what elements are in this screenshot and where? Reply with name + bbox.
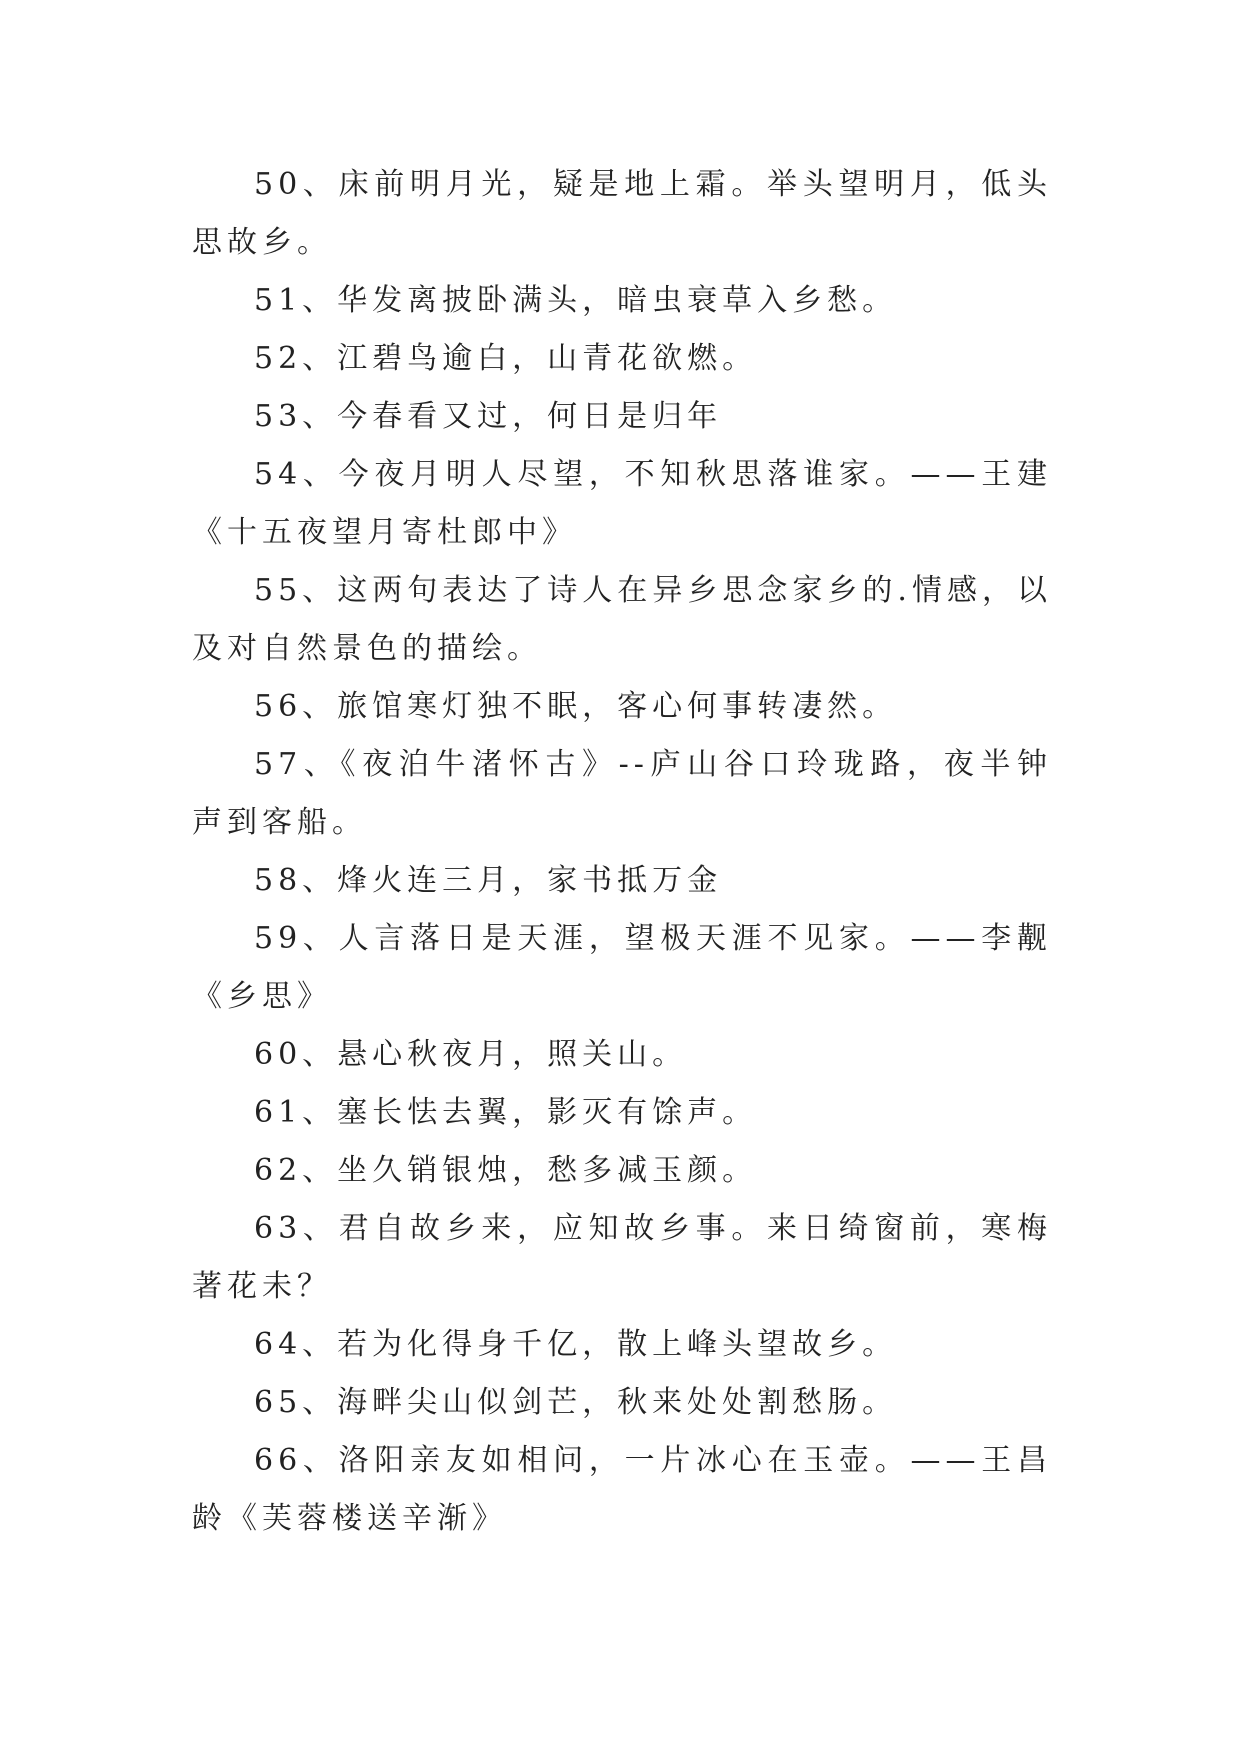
paragraph-53: 53、今春看又过，何日是归年 (254, 399, 723, 434)
paragraph-59: 59、人言落日是天涯，望极天涯不见家。——李觏《乡思》 (192, 921, 1052, 1014)
paragraph-50: 50、床前明月光，疑是地上霜。举头望明月，低头思故乡。 (192, 167, 1052, 260)
paragraph-52: 52、江碧鸟逾白，山青花欲燃。 (254, 341, 758, 376)
paragraph-51: 51、华发离披卧满头，暗虫衰草入乡愁。 (254, 283, 898, 318)
paragraph-57: 57、《夜泊牛渚怀古》--庐山谷口玲珑路，夜半钟声到客船。 (192, 747, 1052, 840)
document-body (192, 156, 1052, 1548)
paragraph-62: 62、坐久销银烛，愁多减玉颜。 (254, 1153, 758, 1188)
paragraph-63: 63、君自故乡来，应知故乡事。来日绮窗前，寒梅著花未？ (192, 1211, 1052, 1304)
paragraph-60: 60、悬心秋夜月，照关山。 (254, 1037, 688, 1072)
paragraph-58: 58、烽火连三月，家书抵万金 (254, 863, 723, 898)
paragraph-56: 56、旅馆寒灯独不眠，客心何事转凄然。 (254, 689, 898, 724)
paragraph-64: 64、若为化得身千亿，散上峰头望故乡。 (254, 1327, 898, 1362)
paragraph-66: 66、洛阳亲友如相问，一片冰心在玉壶。——王昌龄《芙蓉楼送辛渐》 (192, 1443, 1052, 1536)
paragraph-65: 65、海畔尖山似剑芒，秋来处处割愁肠。 (254, 1385, 898, 1420)
paragraph-55: 55、这两句表达了诗人在异乡思念家乡的.情感，以及对自然景色的描绘。 (192, 573, 1052, 666)
paragraph-54: 54、今夜月明人尽望，不知秋思落谁家。——王建《十五夜望月寄杜郎中》 (192, 457, 1052, 550)
paragraph-61: 61、塞长怯去翼，影灭有馀声。 (254, 1095, 758, 1130)
